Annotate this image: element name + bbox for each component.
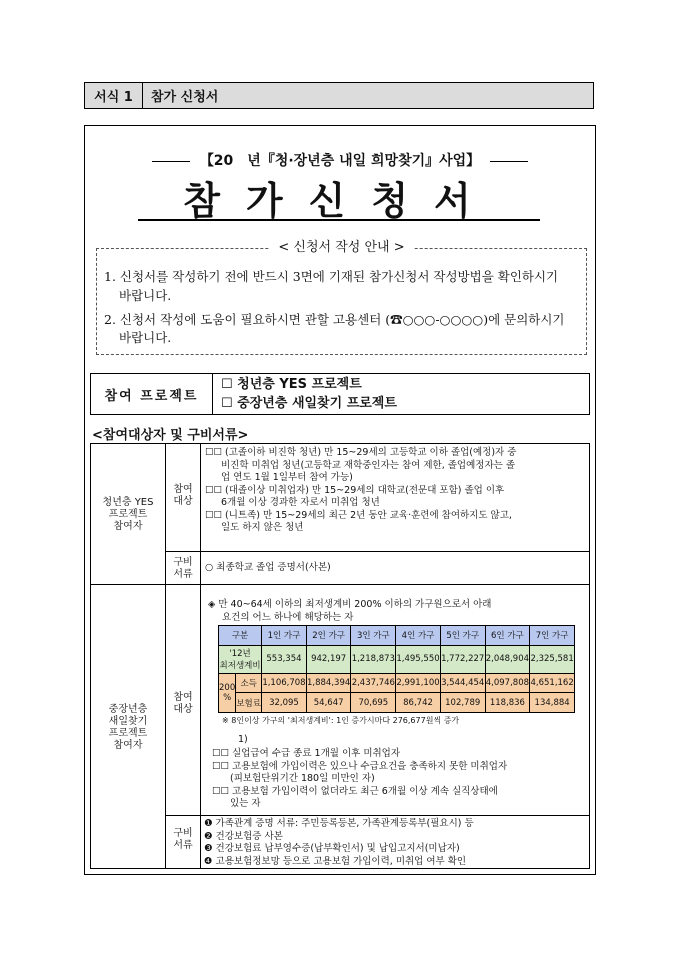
- table-cell: 1,106,708: [262, 673, 307, 693]
- table-cell: 2,048,904: [485, 645, 530, 673]
- table-cell: 2,991,100: [396, 673, 441, 693]
- table-cell: 553,354: [262, 645, 307, 673]
- guide-heading: < 신청서 작성 안내 >: [96, 236, 587, 255]
- table-cell: 32,095: [262, 693, 307, 713]
- middle-group-label: 중장년층 새일찾기 프로젝트 참여자: [108, 704, 148, 751]
- table-cell: 942,197: [306, 645, 351, 673]
- table-header-cell: 7인 가구: [530, 626, 575, 646]
- table-cell: 4,097,808: [485, 673, 530, 693]
- table-cell: 1,218,873: [351, 645, 396, 673]
- table-cell: 1,772,227: [440, 645, 485, 673]
- table-row-label: 보험료: [236, 693, 262, 713]
- youth-target-list: ☐☐ (고졸이하 비진학 청년) 만 15~29세의 고등학교 이하 졸업(예정)자 중 비진학 미취업 청년(고등학교 재학중인자는 참여 제한, 졸업예정자는 졸 업 연도 1월 1일부터 참여 가능) ☐☐ (대졸이상 미취업자) 만 15~29세의 대학교(전문대 포함) 졸업 이후 6개월 이상 경과한 자로서 미취업 청년 ☐☐ (니트족) 만 15~29세의 최근 2년 동안 교육·훈련에 참여하지도 않고, 일도 하지 않은 청년: [205, 447, 517, 533]
- table-cell: 102,789: [440, 693, 485, 713]
- table-cell: 118,836: [485, 693, 530, 713]
- form-number: 서식 1: [85, 83, 143, 108]
- table-note: ※ 8인이상 가구의 '최저생계비': 1인 증가시마다 276,677원씩 증가: [222, 716, 460, 725]
- section-heading: <참여대상자 및 구비서류>: [92, 428, 249, 443]
- youth-group-label: 청년층 YES 프로젝트 참여자: [102, 497, 154, 532]
- guide-item: 2. 신청서 작성에 도움이 필요하시면 관할 고용센터 (☎○○○-○○○○)에 문의하시기: [104, 312, 565, 327]
- table-cell: 134,884: [530, 693, 575, 713]
- form-label: [84, 82, 594, 109]
- table-header-cell: 2인 가구: [306, 626, 351, 646]
- checkbox-middle-project[interactable]: ☐ 중장년층 새일찾기 프로젝트: [221, 396, 397, 411]
- youth-target-label: 참여 대상: [173, 484, 193, 507]
- youth-docs-label: 구비 서류: [173, 557, 193, 580]
- table-header-cell: 4인 가구: [396, 626, 441, 646]
- table-cell: 54,647: [306, 693, 351, 713]
- table-cell: 1,884,394: [306, 673, 351, 693]
- table-row-label: 소득: [236, 673, 262, 693]
- project-label: 참여 프로젝트: [91, 374, 213, 414]
- table-row-label: '12년 최저생계비: [219, 645, 262, 673]
- middle-target-label: 참여 대상: [173, 692, 193, 715]
- table-header-cell: 3인 가구: [351, 626, 396, 646]
- guide-item: 1. 신청서를 작성하기 전에 반드시 3면에 기재된 참가신청서 작성방법을 확인하시기: [104, 269, 559, 284]
- table-cell: 2,325,581: [530, 645, 575, 673]
- middle-intro: ◈ 만 40~64세 이하의 최저생계비 200% 이하의 가구원으로서 아래 요건의 어느 하나에 해당하는 자: [208, 599, 492, 623]
- table-cell: 86,742: [396, 693, 441, 713]
- table-cell: 1,495,550: [396, 645, 441, 673]
- table-header-cell: 구분: [219, 626, 262, 646]
- title-underline: [138, 219, 540, 221]
- program-subtitle: [84, 150, 596, 170]
- guide-item: 바랍니다.: [119, 288, 172, 303]
- form-title: 참가 신청서: [151, 90, 219, 105]
- subtitle-text: 【20 년『청·장년층 내일 희망찾기』사업】: [199, 153, 481, 169]
- table-row-label: 200 %: [219, 673, 236, 712]
- checkbox-youth-project[interactable]: ☐ 청년층 YES 프로젝트: [221, 377, 362, 392]
- table-header-cell: 5인 가구: [440, 626, 485, 646]
- project-selection: [90, 373, 590, 415]
- divider: [165, 815, 590, 816]
- divider: [490, 161, 528, 162]
- divider: [152, 161, 190, 162]
- table-cell: 4,651,162: [530, 673, 575, 693]
- divider: [165, 551, 590, 552]
- table-cell: 2,437,746: [351, 673, 396, 693]
- divider: [200, 444, 201, 868]
- youth-docs: ○ 최종학교 졸업 증명서(사본): [205, 562, 331, 573]
- footnote-mark: 1): [238, 734, 248, 745]
- guide-item: 바랍니다.: [119, 330, 172, 345]
- min-cost-table: [218, 625, 575, 713]
- table-cell: 3,544,454: [440, 673, 485, 693]
- middle-docs-label: 구비 서류: [173, 828, 193, 851]
- middle-docs: ❶ 가족관계 증명 서류: 주민등록등본, 가족관계등록부(필요시) 등 ❷ 건강보험증 사본 ❸ 건강보험료 납부영수증(납부확인서) 및 납입고지서(미납자) ❹ 고용보험정보망 등으로 고용보험 가입이력, 미취업 여부 확인: [204, 818, 474, 867]
- divider: [91, 584, 590, 585]
- table-header-cell: 1인 가구: [262, 626, 307, 646]
- page-title: 참가신청서: [183, 178, 497, 223]
- table-cell: 70,695: [351, 693, 396, 713]
- middle-conditions: ☐☐ 실업급여 수급 종료 1개월 이후 미취업자 ☐☐ 고용보험에 가입이력은 있으나 수급요건을 충족하지 못한 미취업자 (피보험단위기간 180일 미만인 자) ☐☐ 고용보험 가입이력이 없더라도 최근 6개월 이상 계속 실직상태에 있는 자: [212, 748, 508, 809]
- table-header-cell: 6인 가구: [485, 626, 530, 646]
